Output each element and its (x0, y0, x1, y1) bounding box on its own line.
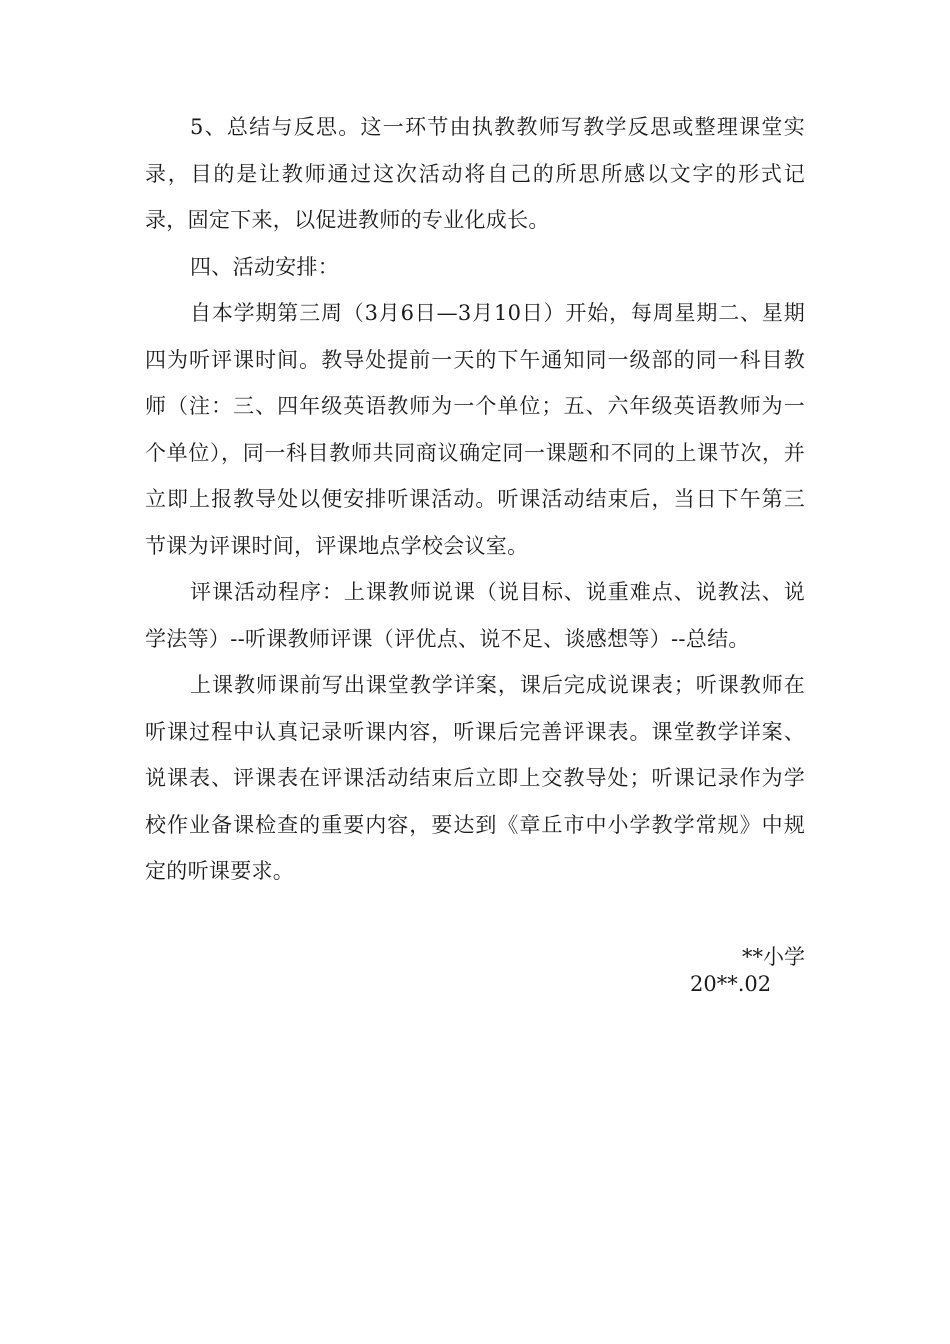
signature-organization: **小学 (742, 945, 805, 969)
section-heading-activity-arrangement: 四、活动安排： (190, 254, 340, 279)
paragraph-summary-reflection: 5、总结与反思。这一环节由执教教师写教学反思或整理课堂实录，目的是让教师通过这次活动将自己的所思所感以文字的形式记录，固定下来，以促进教师的专业化成长。 (145, 115, 805, 232)
paragraph-schedule: 自本学期第三周（3月6日—3月10日）开始，每周星期二、星期四为听评课时间。教导处提前一天的下午通知同一级部的同一科目教师（注：三、四年级英语教师为一个单位；五、六年级英语教师为一个单位），同一科目教师共同商议确定同一课题和不同的上课节次，并立即上报教导处以便安排听课活动。听课活动结束后，当日下午第三节课为评课时间，评课地点学校会议室。 (145, 301, 805, 558)
document-body (145, 104, 805, 895)
paragraph-evaluation-procedure: 评课活动程序：上课教师说课（说目标、说重难点、说教法、说学法等）--听课教师评课（评优点、说不足、谈感想等）--总结。 (145, 580, 805, 651)
paragraph-requirements: 上课教师课前写出课堂教学详案，课后完成说课表；听课教师在听课过程中认真记录听课内容，听课后完善评课表。课堂教学详案、说课表、评课表在评课活动结束后立即上交教导处；听课记录作为学校作业备课检查的重要内容，要达到《章丘市中小学教学常规》中规定的听课要求。 (145, 673, 805, 883)
signature-date: 20**.02 (690, 972, 772, 996)
